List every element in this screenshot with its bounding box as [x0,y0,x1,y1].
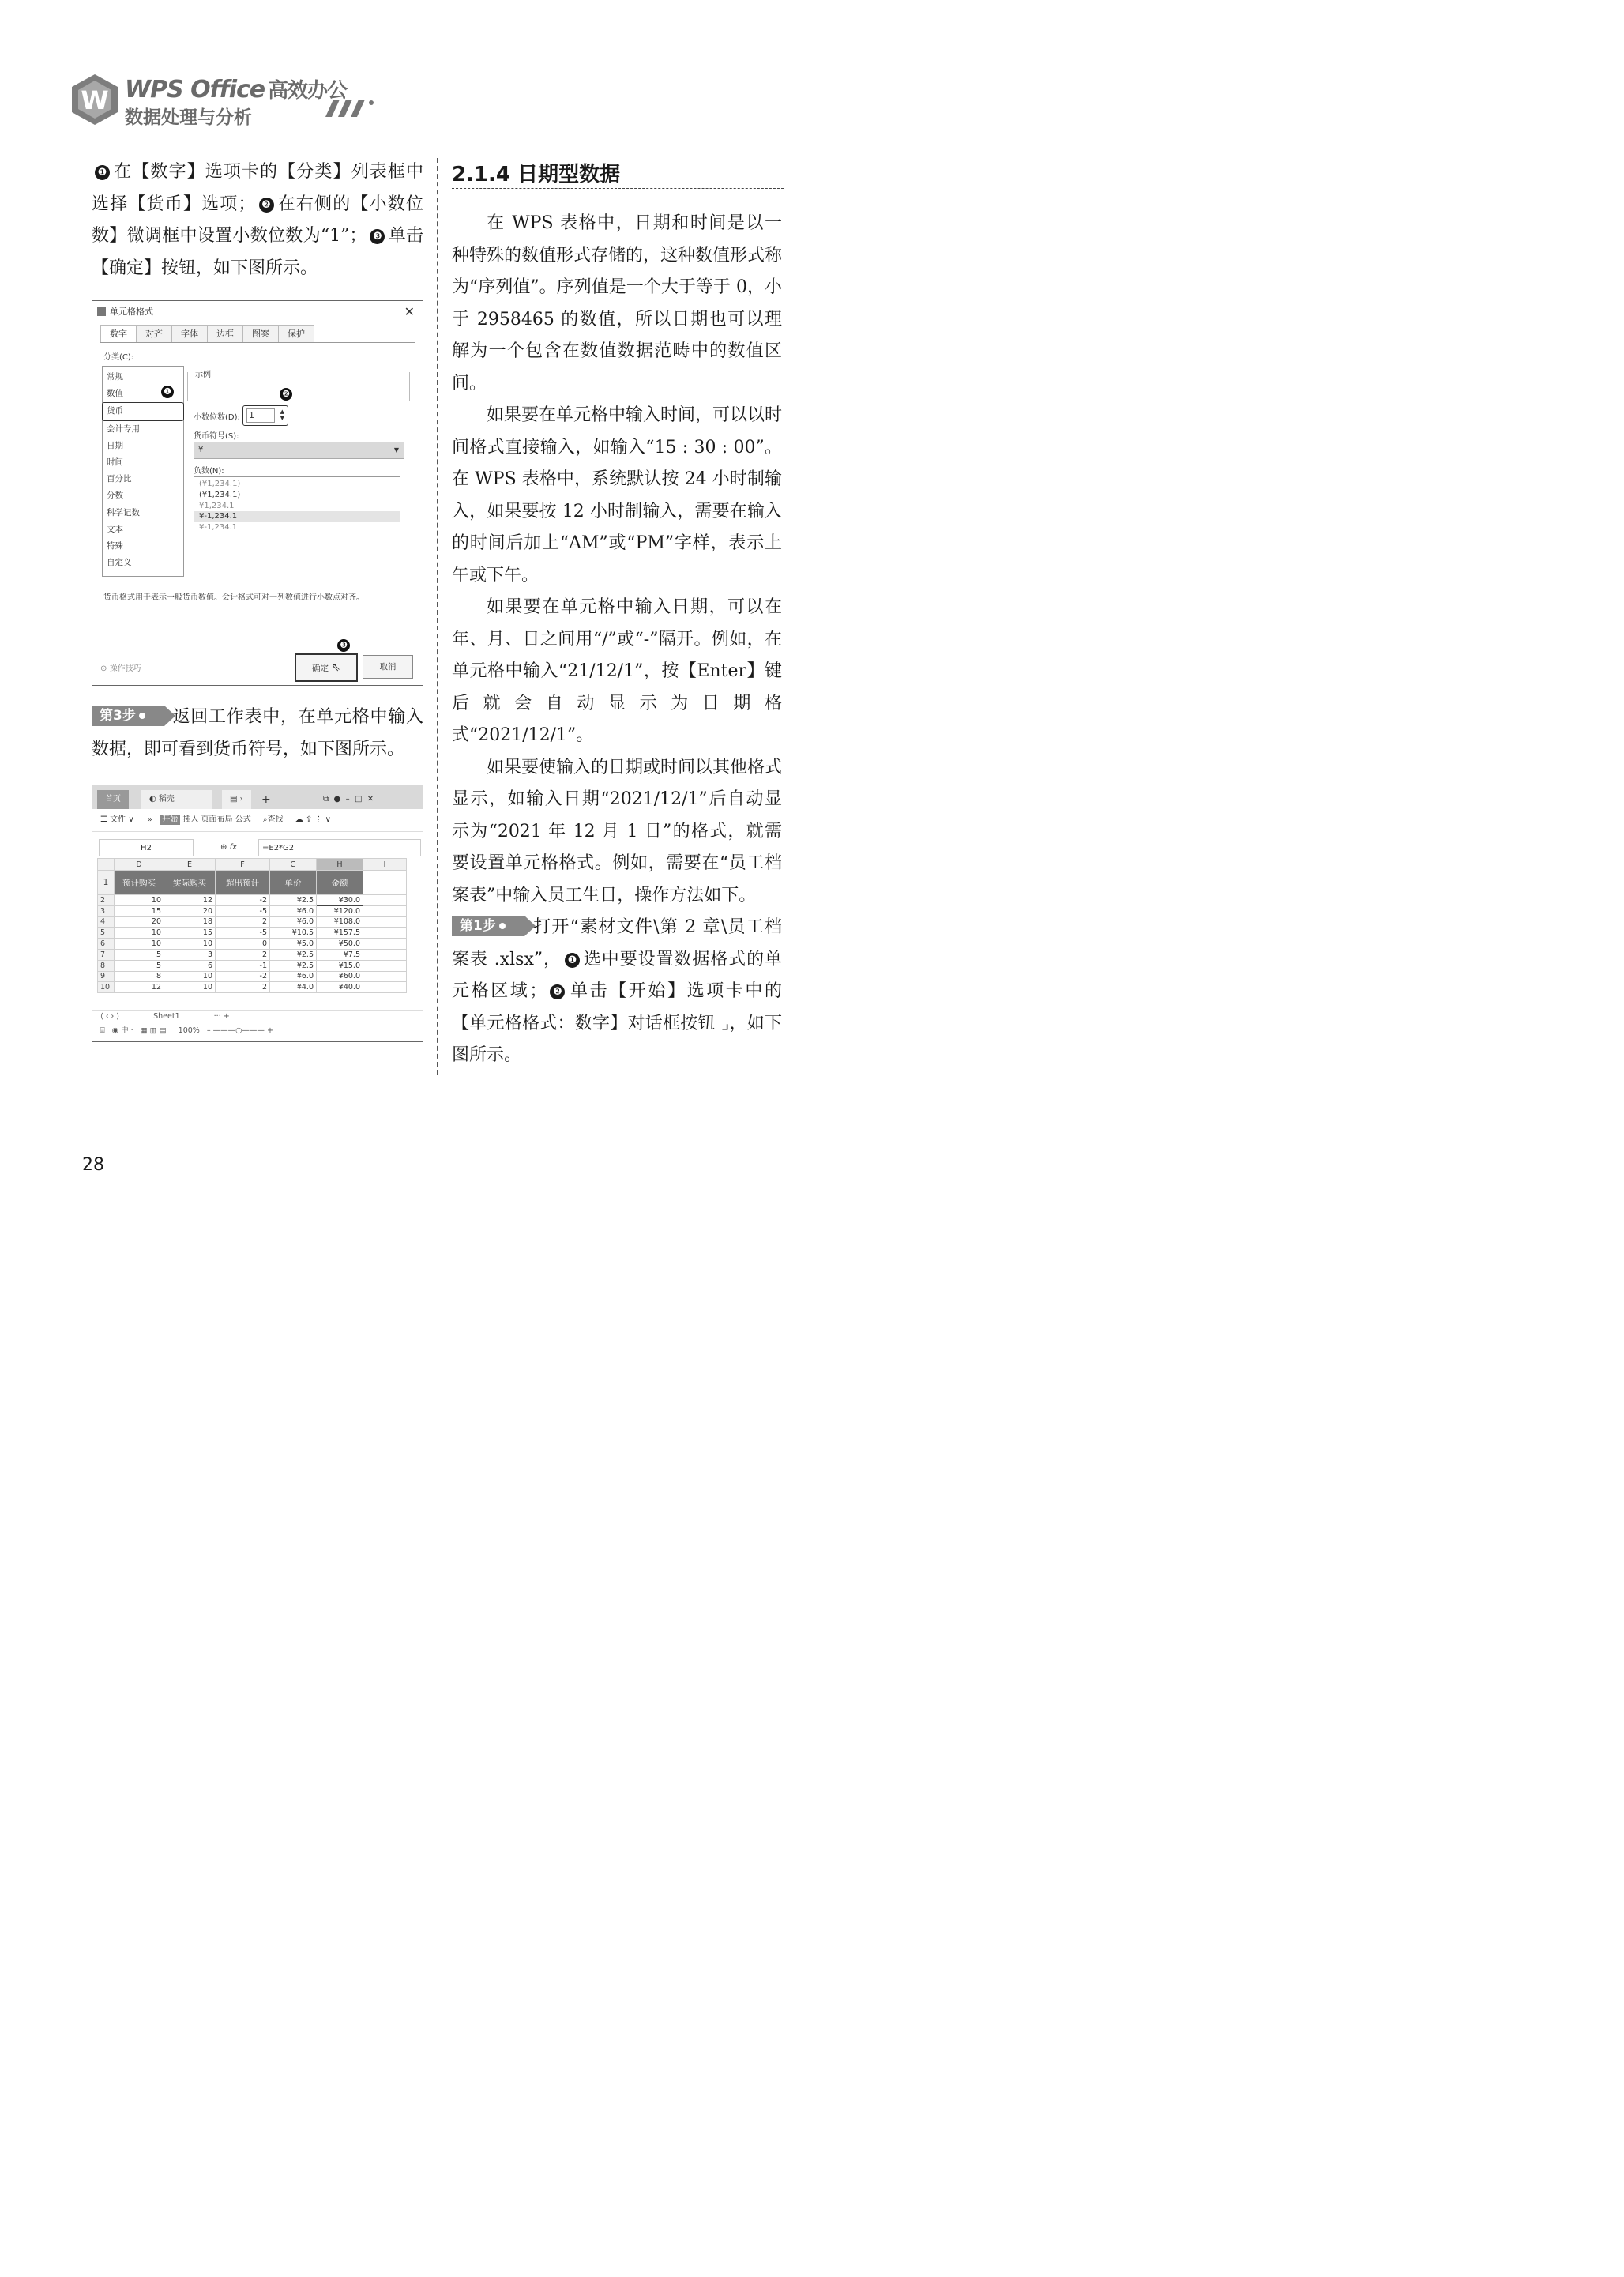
cell[interactable] [363,895,407,906]
more-icon[interactable]: » [147,815,152,824]
col-header[interactable]: F [216,859,270,871]
category-item[interactable]: 常规 [107,372,123,382]
col-header[interactable]: I [363,859,407,871]
cell[interactable]: 10 [115,928,164,939]
formula-input[interactable]: =E2*G2 [258,839,421,856]
marker-1-icon: ❶ [565,953,580,968]
add-tab-icon[interactable]: + [261,793,271,806]
marker-1-icon: ❶ [161,386,174,398]
search-button[interactable] [263,815,284,824]
wps-logo [70,73,120,126]
symbol-value: ¥ [198,446,204,454]
marker-3-icon: ❸ [337,639,350,652]
paragraph: 在 WPS 表格中，日期和时间是以一种特殊的数值形式存储的，这种数值形式称为“序列值”。序列值是一个大于等于 0，小于 2958465 的数值，所以日期也可以理解为一个包含在数值数据范畴中的数值区间。 [452,213,783,393]
row-header[interactable]: 2 [98,895,115,906]
header-cell[interactable]: 实际购买 [164,871,216,895]
decimal-input[interactable]: 1 [246,408,275,423]
dialog-titlebar [92,301,423,323]
step3-badge [92,706,164,726]
corner-cell[interactable] [98,859,115,871]
col-header[interactable]: E [164,859,216,871]
status-bar [92,1024,423,1038]
fx-icon [220,839,237,856]
header-cell[interactable]: 超出预计 [216,871,270,895]
intro-paragraph: ❶ 在【数字】选项卡的【分类】列表框中选择【货币】选项； ❷ 在右侧的【小数位数】微调框中设置小数位数为“1”； ❸ 单击【确定】按钮，如下图所示。 [92,162,423,278]
cell[interactable]: 18 [164,916,216,928]
cell[interactable]: 5 [115,960,164,971]
status-icons[interactable]: ⌸ ◉ 中 · ▦ ▥ ▤ [100,1026,167,1035]
app-tabbar [92,785,423,809]
sheet-nav-icons[interactable]: ⟨ ‹ › ⟩ [100,1012,120,1021]
decimal-label: 小数位数(D): [194,413,240,422]
step3-label: 第3步 [100,708,136,724]
step1-paragraph: 第1步 打开“素材文件\第 2 章\员工档案表 .xlsx”， ❶ 选中要设置数据格式的单元格区域； ❷ 单击【开始】选项卡中的【单元格格式：数字】对话框按钮 ⌟，如下图所示。 [452,917,782,1065]
section-title: 2.1.4 日期型数据 [452,163,621,186]
cell[interactable]: 3 [164,949,216,960]
table-row [98,916,407,928]
page-number: 28 [82,1155,104,1175]
tips-icon: ⊙ [100,664,107,673]
search-label: 查找 [267,815,284,824]
cell[interactable]: 10 [164,982,216,993]
chevron-down-icon: ▼ [393,446,399,454]
step1-label: 第1步 [460,918,496,934]
cell[interactable]: 10 [164,939,216,950]
ribbon-toolbar [92,809,423,832]
tab-pattern[interactable]: 图案 [242,325,279,342]
bullet-icon [139,713,145,719]
name-box[interactable]: H2 [99,839,194,856]
negative-item[interactable]: ¥1,234.1 [199,501,235,510]
cell[interactable] [363,928,407,939]
category-item[interactable]: 百分比 [107,474,132,484]
zoom-icon: ⊕ [220,843,227,852]
cell[interactable]: ¥2.5 [270,960,317,971]
category-item[interactable]: 数值 [107,389,123,399]
tab-workbook[interactable]: ▤ › [222,790,251,809]
cell[interactable]: 2 [216,949,270,960]
cell[interactable] [363,971,407,982]
col-header[interactable]: D [115,859,164,871]
empty-cell[interactable] [363,871,407,895]
cell[interactable]: 2 [216,916,270,928]
docer-icon: ◐ [149,795,156,804]
tab-protect[interactable]: 保护 [278,325,314,342]
header-cell[interactable]: 金额 [317,871,363,895]
table-row [98,982,407,993]
sheet-tab-bar [92,1010,423,1023]
tips-label: 操作技巧 [109,664,141,673]
cell[interactable]: 20 [115,916,164,928]
table-row [98,905,407,916]
category-item[interactable]: 分数 [107,491,123,501]
cell[interactable]: ¥2.5 [270,949,317,960]
category-item[interactable]: 会计专用 [107,423,140,434]
fx-label: fx [229,843,238,852]
negative-item-selected[interactable]: ¥-1,234.1 [194,511,400,522]
brand-subtitle: 数据处理与分析 [125,107,252,128]
cell[interactable] [363,982,407,993]
paragraph: 如果要在单元格中输入日期，可以在年、月、日之间用“/”或“-”隔开。例如，在单元格中输入“21/12/1”，按【Enter】键后就会自动显示为日期格式“2021/12/1”。 [452,597,782,745]
close-icon[interactable]: ✕ [404,304,415,319]
row-header[interactable]: 6 [98,939,115,950]
row-header[interactable]: 5 [98,928,115,939]
decor-slashes [319,98,376,119]
cell[interactable]: 15 [164,928,216,939]
cell[interactable]: ¥6.0 [270,916,317,928]
column-divider [437,158,438,1075]
cell[interactable]: ¥5.0 [270,939,317,950]
cell[interactable]: 8 [115,971,164,982]
tab-docer[interactable] [141,790,212,809]
cell[interactable] [363,905,407,916]
step3-paragraph: 第3步 返回工作表中，在单元格中输入数据，即可看到货币符号，如下图所示。 [92,707,423,759]
table-row [98,949,407,960]
cancel-button[interactable]: 取消 [363,655,413,679]
cell[interactable]: ¥108.0 [317,916,363,928]
row-header[interactable]: 3 [98,905,115,916]
dialog-title: 单元格格式 [110,307,153,317]
header-cell[interactable]: 单价 [270,871,317,895]
cell[interactable]: -5 [216,928,270,939]
tab-start[interactable]: 开始 [160,815,180,825]
paragraph: 如果要在单元格中输入时间，可以以时间格式直接输入，如输入“15 : 30 : 00”。在 WPS 表格中，系统默认按 24 小时制输入，如果要按 12 小时制输入，需要在输入的时间后加上“AM”或“PM”字样，表示上午或下午。 [452,405,783,585]
decimal-spinner[interactable] [242,405,288,426]
spinner-arrows-icon[interactable]: ▲ ▼ [280,408,284,421]
format-cells-dialog [92,300,423,686]
sample-label: 示例 [195,371,211,379]
tips-link[interactable] [100,661,141,673]
sample-box [187,372,410,401]
cell[interactable]: ¥60.0 [317,971,363,982]
cell[interactable]: ¥50.0 [317,939,363,950]
chevron-down-icon[interactable]: ∨ [325,815,331,824]
tab-page-layout[interactable]: 页面布局 [201,815,233,824]
cell[interactable]: ¥2.5 [270,895,317,906]
row-header[interactable]: 1 [98,871,115,895]
header-cell[interactable]: 预计购买 [115,871,164,895]
cell[interactable] [363,960,407,971]
cell[interactable]: 10 [115,939,164,950]
cell[interactable]: -5 [216,905,270,916]
col-header[interactable]: H [317,859,363,871]
tab-font[interactable]: 字体 [171,325,208,342]
row-header[interactable]: 9 [98,971,115,982]
section-underline [452,188,784,189]
file-menu[interactable]: ☰ 文件 ∨ [100,815,134,824]
category-item[interactable]: 时间 [107,457,123,467]
paragraph: 如果要使输入的日期或时间以其他格式显示，如输入日期“2021/12/1”后自动显示为“2021 年 12 月 1 日”的格式，就需要设置单元格格式。例如，需要在“员工档案表”中输入员工生日，操作方法如下。 [452,757,783,905]
brand-title: WPS Office 高效办公 [125,76,348,104]
marker-3-icon: ❸ [370,229,385,244]
maximize-icon[interactable]: □ [354,795,363,804]
cell[interactable]: ¥15.0 [317,960,363,971]
category-item[interactable]: 特殊 [107,540,123,551]
share-icon[interactable]: ⇪ [305,815,313,824]
table-row [98,928,407,939]
table-row [98,939,407,950]
tab-align[interactable]: 对齐 [136,325,172,342]
cell[interactable]: ¥157.5 [317,928,363,939]
minimize-icon[interactable]: – [345,795,350,804]
dialog-app-icon [97,307,106,316]
cell[interactable]: 15 [115,905,164,916]
col-header[interactable]: G [270,859,317,871]
close-icon[interactable]: ✕ [367,795,374,804]
cell[interactable]: 10 [115,895,164,906]
marker-1-icon: ❶ [95,165,110,180]
category-item[interactable]: 自定义 [107,558,132,568]
ok-label: 确定 [311,664,329,673]
negative-list[interactable] [194,476,400,536]
formula-bar [92,839,423,856]
cell[interactable]: ¥7.5 [317,949,363,960]
step1-badge [452,916,524,936]
cell[interactable]: 6 [164,960,216,971]
bullet-icon [499,923,506,929]
tab-formula[interactable]: 公式 [235,815,251,824]
category-list[interactable] [102,366,184,577]
sheet-tab[interactable]: Sheet1 [153,1012,180,1021]
window-controls [315,790,382,809]
tab-number[interactable]: 数字 [100,325,137,342]
toolbar-icons [295,815,331,824]
table-row [98,960,407,971]
cell[interactable]: 12 [164,895,216,906]
cell[interactable] [363,939,407,950]
cell[interactable]: ¥6.0 [270,971,317,982]
table-row [98,971,407,982]
cell[interactable]: 2 [216,982,270,993]
cell[interactable]: 5 [115,949,164,960]
category-item[interactable]: 科学记数 [107,507,140,518]
zoom-slider[interactable]: – ———○——— + [206,1026,273,1035]
cell[interactable]: ¥120.0 [317,905,363,916]
cell[interactable] [363,949,407,960]
docer-label: 稻壳 [158,795,175,804]
dialog-tabs [100,325,415,343]
marker-2-icon: ❷ [550,984,565,999]
zoom-level[interactable]: 100% [178,1026,200,1035]
active-cell[interactable]: ¥30.0 [317,895,363,906]
row-header[interactable]: 8 [98,960,115,971]
right-body [452,208,782,1072]
cursor-icon: ⇖ [331,661,341,674]
category-item[interactable]: 日期 [107,440,123,450]
category-item[interactable]: 文本 [107,524,123,534]
marker-2-icon: ❷ [280,388,292,401]
avatar[interactable]: ● [333,795,341,804]
spreadsheet-screenshot [92,785,423,1042]
tab-home[interactable]: 首页 [97,790,129,809]
cell[interactable]: -1 [216,960,270,971]
marker-2-icon: ❷ [259,198,274,213]
table-row [98,895,407,906]
symbol-label: 货币符号(S): [194,432,239,441]
search-icon: ⌕ [262,815,268,824]
cell[interactable]: ¥4.0 [270,982,317,993]
negative-item[interactable]: (¥1,234.1) [199,490,241,499]
negative-item[interactable]: (¥1,234.1) [199,480,241,488]
layout-icon[interactable]: ⧉ [323,795,329,804]
category-label: 分类(C): [103,353,134,362]
cell[interactable]: 20 [164,905,216,916]
ok-button[interactable] [295,653,358,682]
cell[interactable]: ¥10.5 [270,928,317,939]
format-description: 货币格式用于表示一般货币数值。会计格式可对一列数值进行小数点对齐。 [103,593,364,602]
sheet-grid [97,858,407,993]
negative-label: 负数(N): [194,467,224,476]
cloud-icon[interactable]: ☁ [295,815,303,824]
cell[interactable]: 10 [164,971,216,982]
row-header[interactable]: 7 [98,949,115,960]
symbol-select[interactable] [194,442,404,459]
cell[interactable]: -2 [216,971,270,982]
menu-more-icon[interactable]: ⋮ [314,815,323,824]
cell[interactable]: ¥6.0 [270,905,317,916]
row-header[interactable]: 10 [98,982,115,993]
svg-text:W: W [81,85,109,115]
cell[interactable]: 0 [216,939,270,950]
tab-insert[interactable]: 插入 [182,815,199,824]
add-sheet-icon[interactable]: ··· + [213,1012,230,1021]
row-header[interactable]: 4 [98,916,115,928]
tab-border[interactable]: 边框 [207,325,243,342]
category-item-currency[interactable]: 货币 [102,402,184,420]
negative-item[interactable]: ¥-1,234.1 [199,523,238,533]
cell[interactable]: 12 [115,982,164,993]
cell[interactable] [363,916,407,928]
cell[interactable]: ¥40.0 [317,982,363,993]
cell[interactable]: -2 [216,895,270,906]
